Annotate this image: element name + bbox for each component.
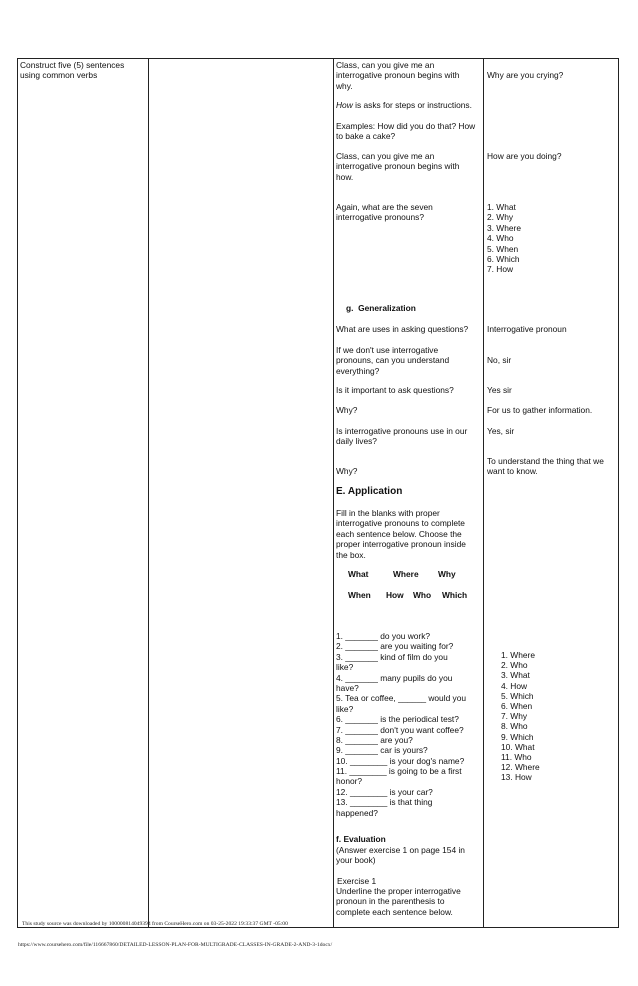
pupil-important-answer: Yes sir bbox=[487, 385, 512, 395]
box-word-how: How bbox=[386, 590, 404, 600]
sentence-line: like? bbox=[336, 662, 354, 673]
generalization-heading bbox=[346, 303, 416, 313]
pronoun-item: 5. When bbox=[487, 243, 519, 254]
column-divider bbox=[483, 59, 484, 927]
answer-item: 11. Who bbox=[501, 751, 532, 762]
teacher-why-2: Why? bbox=[336, 466, 358, 476]
sentence-line: 2. _______ are you waiting for? bbox=[336, 641, 454, 652]
sentence-line: 7. _______ don't you want coffee? bbox=[336, 724, 464, 735]
application-title: E. Application bbox=[336, 486, 403, 497]
pronoun-item: 3. Where bbox=[487, 222, 521, 233]
answer-item: 9. Which bbox=[501, 731, 534, 742]
pupil-daily-answer: Yes, sir bbox=[487, 426, 515, 436]
answer-item: 10. What bbox=[501, 741, 535, 752]
answer-item: 12. Where bbox=[501, 762, 540, 773]
lesson-plan-table bbox=[17, 58, 619, 928]
pupil-why-answer-2: To understand the thing that we want to know. bbox=[487, 456, 604, 477]
seven-pronouns-list bbox=[487, 202, 521, 275]
box-word-where: Where bbox=[393, 569, 419, 579]
answer-item: 4. How bbox=[501, 680, 528, 691]
box-word-why: Why bbox=[438, 569, 456, 579]
generalization-label: g. bbox=[346, 303, 354, 313]
sentence-line: 5. Tea or coffee, ______ would you bbox=[336, 693, 467, 704]
box-word-when: When bbox=[348, 590, 371, 600]
box-word-which: Which bbox=[442, 590, 468, 600]
sentence-line: honor? bbox=[336, 776, 363, 787]
teacher-why-1: Why? bbox=[336, 405, 358, 415]
pronoun-item: 7. How bbox=[487, 264, 514, 275]
answer-item: 1. Where bbox=[501, 650, 535, 660]
generalization-title: Generalization bbox=[358, 303, 416, 313]
pupil-uses-answer: Interrogative pronoun bbox=[487, 324, 567, 334]
how-examples: Examples: How did you do that? How to bake a cake? bbox=[336, 121, 476, 142]
answer-item: 3. What bbox=[501, 670, 530, 681]
sentence-line: have? bbox=[336, 682, 359, 693]
teacher-how-question: Class, can you give me an interrogative pronoun begins with how. bbox=[336, 151, 460, 182]
sentence-line: 6. _______ is the periodical test? bbox=[336, 714, 459, 725]
source-url[interactable]: https://www.coursehero.com/file/116667860/DETAILED-LESSON-PLAN-FOR-MULTIGRADE-CLASSES-IN-GRADE-2-AND-3-1docx/ bbox=[18, 942, 333, 948]
sentence-line: 13. ________ is that thing bbox=[336, 797, 433, 808]
box-word-what: What bbox=[348, 569, 369, 579]
sentence-line: 9. _______ car is yours? bbox=[336, 745, 428, 756]
answer-item: 5. Which bbox=[501, 690, 534, 701]
sentence-line: 3. _______ kind of film do you bbox=[336, 651, 448, 662]
sentence-line: 4. _______ many pupils do you bbox=[336, 672, 453, 683]
box-word-who: Who bbox=[413, 590, 432, 600]
teacher-daily-question: Is interrogative pronouns use in our daily lives? bbox=[336, 426, 468, 447]
sentence-line: like? bbox=[336, 703, 354, 714]
answer-item: 13. How bbox=[501, 772, 532, 783]
sentence-line: 11. ________ is going to be a first bbox=[336, 766, 462, 777]
application-answers bbox=[501, 650, 540, 782]
teacher-understand-question: If we don't use interrogative pronouns, can you understand everything? bbox=[336, 345, 450, 376]
teacher-important-question: Is it important to ask questions? bbox=[336, 385, 454, 395]
how-word: How bbox=[336, 100, 353, 110]
pupil-why-answer-1: For us to gather information. bbox=[487, 405, 593, 415]
pronoun-item: 6. Which bbox=[487, 253, 520, 264]
answer-item: 7. Why bbox=[501, 711, 528, 722]
pronoun-item: 2. Why bbox=[487, 212, 514, 223]
how-note-rest: is asks for steps or instructions. bbox=[352, 100, 472, 110]
column-divider bbox=[333, 59, 334, 927]
exercise-title: Exercise 1 bbox=[337, 876, 377, 886]
evaluation-reference: (Answer exercise 1 on page 154 in your book) bbox=[336, 845, 465, 866]
answer-item: 2. Who bbox=[501, 660, 528, 671]
sentence-line: happened? bbox=[336, 807, 378, 818]
application-instructions: Fill in the blanks with proper interrogative pronouns to complete each sentence below. Choose the proper interrogative pronoun inside the box. bbox=[336, 508, 466, 560]
pupil-understand-answer: No, sir bbox=[487, 355, 512, 365]
answer-item: 8. Who bbox=[501, 721, 528, 732]
col1-activity: Construct five (5) sentences using common verbs bbox=[20, 60, 125, 81]
teacher-seven-question: Again, what are the seven interrogative pronouns? bbox=[336, 202, 433, 223]
evaluation-title: f. Evaluation bbox=[336, 834, 386, 844]
exercise-instructions: Underline the proper interrogative pronoun in the parenthesis to complete each sentence below. bbox=[336, 886, 461, 917]
sentence-line: 8. _______ are you? bbox=[336, 734, 413, 745]
pronoun-item: 4. Who bbox=[487, 233, 514, 244]
teacher-why-question: Class, can you give me an interrogative pronoun begins with why. bbox=[336, 60, 460, 91]
how-note bbox=[336, 100, 476, 110]
sentence-line: 1. _______ do you work? bbox=[336, 631, 431, 641]
sentence-line: 10. ________ is your dog's name? bbox=[336, 755, 465, 766]
sentence-line: 12. ________ is your car? bbox=[336, 786, 433, 797]
fill-in-sentences bbox=[336, 631, 466, 818]
teacher-uses-question: What are uses in asking questions? bbox=[336, 324, 469, 334]
column-divider bbox=[148, 59, 149, 927]
download-notice: This study source was downloaded by 100000814049394 from CourseHero.com on 03-25-2022 19:33:37 GMT -05:00 bbox=[22, 921, 288, 927]
answer-item: 6. When bbox=[501, 700, 533, 711]
pronoun-item: 1. What bbox=[487, 202, 516, 212]
pupil-how-answer: How are you doing? bbox=[487, 151, 562, 161]
pupil-why-answer: Why are you crying? bbox=[487, 70, 564, 80]
